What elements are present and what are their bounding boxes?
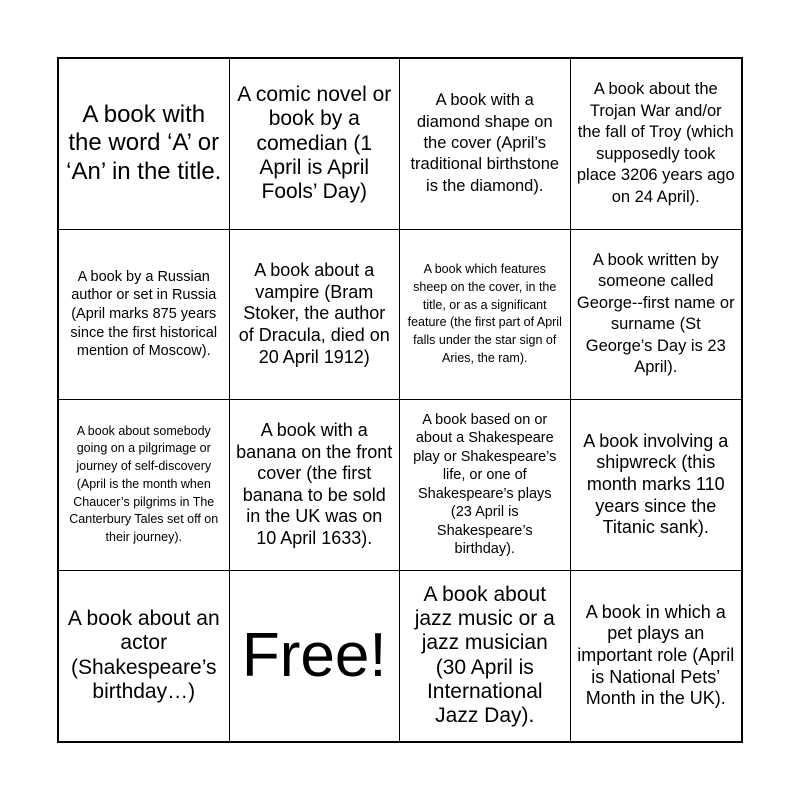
cell-text: A book about a vampire (Bram Stoker, the author of Dracula, died on 20 April 1912) [238,260,390,367]
cell-text: A book based on or about a Shakespeare play or Shakespeare’s life, or one of Shakespeare’s plays (23 April is Shakespeare’s birthday). [413,411,557,558]
bingo-cell[interactable] [59,400,230,571]
cell-text: A book with a banana on the front cover (the first banana to be sold in the UK was on 10 April 1633). [236,419,393,548]
cell-text: A book written by someone called George--first name or surname (St George’s Day is 23 April). [576,250,735,377]
bingo-cell[interactable] [571,230,742,401]
bingo-cell[interactable] [400,400,571,571]
cell-text: A book with a diamond shape on the cover (April’s traditional birthstone is the diamond). [410,91,560,195]
free-space-label: Free! [241,620,387,690]
cell-text: A book by a Russian author or set in Russia (April marks 875 years since the first historical mention of Moscow). [70,268,218,360]
bingo-cell[interactable] [230,400,401,571]
bingo-cell[interactable] [59,230,230,401]
bingo-cell[interactable] [571,59,742,230]
cell-text: A book with the word ‘A’ or ‘An’ in the title. [66,100,222,186]
bingo-cell[interactable] [571,571,742,742]
bingo-cell[interactable] [400,571,571,742]
bingo-cell[interactable] [400,230,571,401]
bingo-cell[interactable] [230,59,401,230]
cell-text: A book about an actor (Shakespeare’s birthday…) [67,607,220,704]
cell-text: A comic novel or book by a comedian (1 April is April Fools’ Day) [237,82,392,204]
cell-text: A book about jazz music or a jazz musician (30 April is International Jazz Day). [414,582,555,728]
bingo-cell[interactable] [230,230,401,401]
bingo-cell[interactable] [571,400,742,571]
bingo-board [57,57,743,743]
bingo-cell[interactable] [59,571,230,742]
cell-text: A book about somebody going on a pilgrimage or journey of self-discovery (April is the month when Chaucer’s pilgrims in The Canterbury Tales set off on their journey). [69,423,219,545]
bingo-cell[interactable] [400,59,571,230]
cell-text: A book involving a shipwreck (this month marks 110 years since the Titanic sank). [583,430,729,538]
cell-text: A book about the Trojan War and/or the fall of Troy (which supposedly took place 3206 years ago on 24 April). [576,80,735,206]
cell-text: A book which features sheep on the cover, in the title, or as a significant feature (the first part of April falls under the star sign of Aries, the ram). [407,262,562,365]
bingo-cell[interactable] [59,59,230,230]
cell-text: A book in which a pet plays an important role (April is National Pets’ Month in the UK). [577,601,735,709]
free-space-cell[interactable] [230,571,401,742]
